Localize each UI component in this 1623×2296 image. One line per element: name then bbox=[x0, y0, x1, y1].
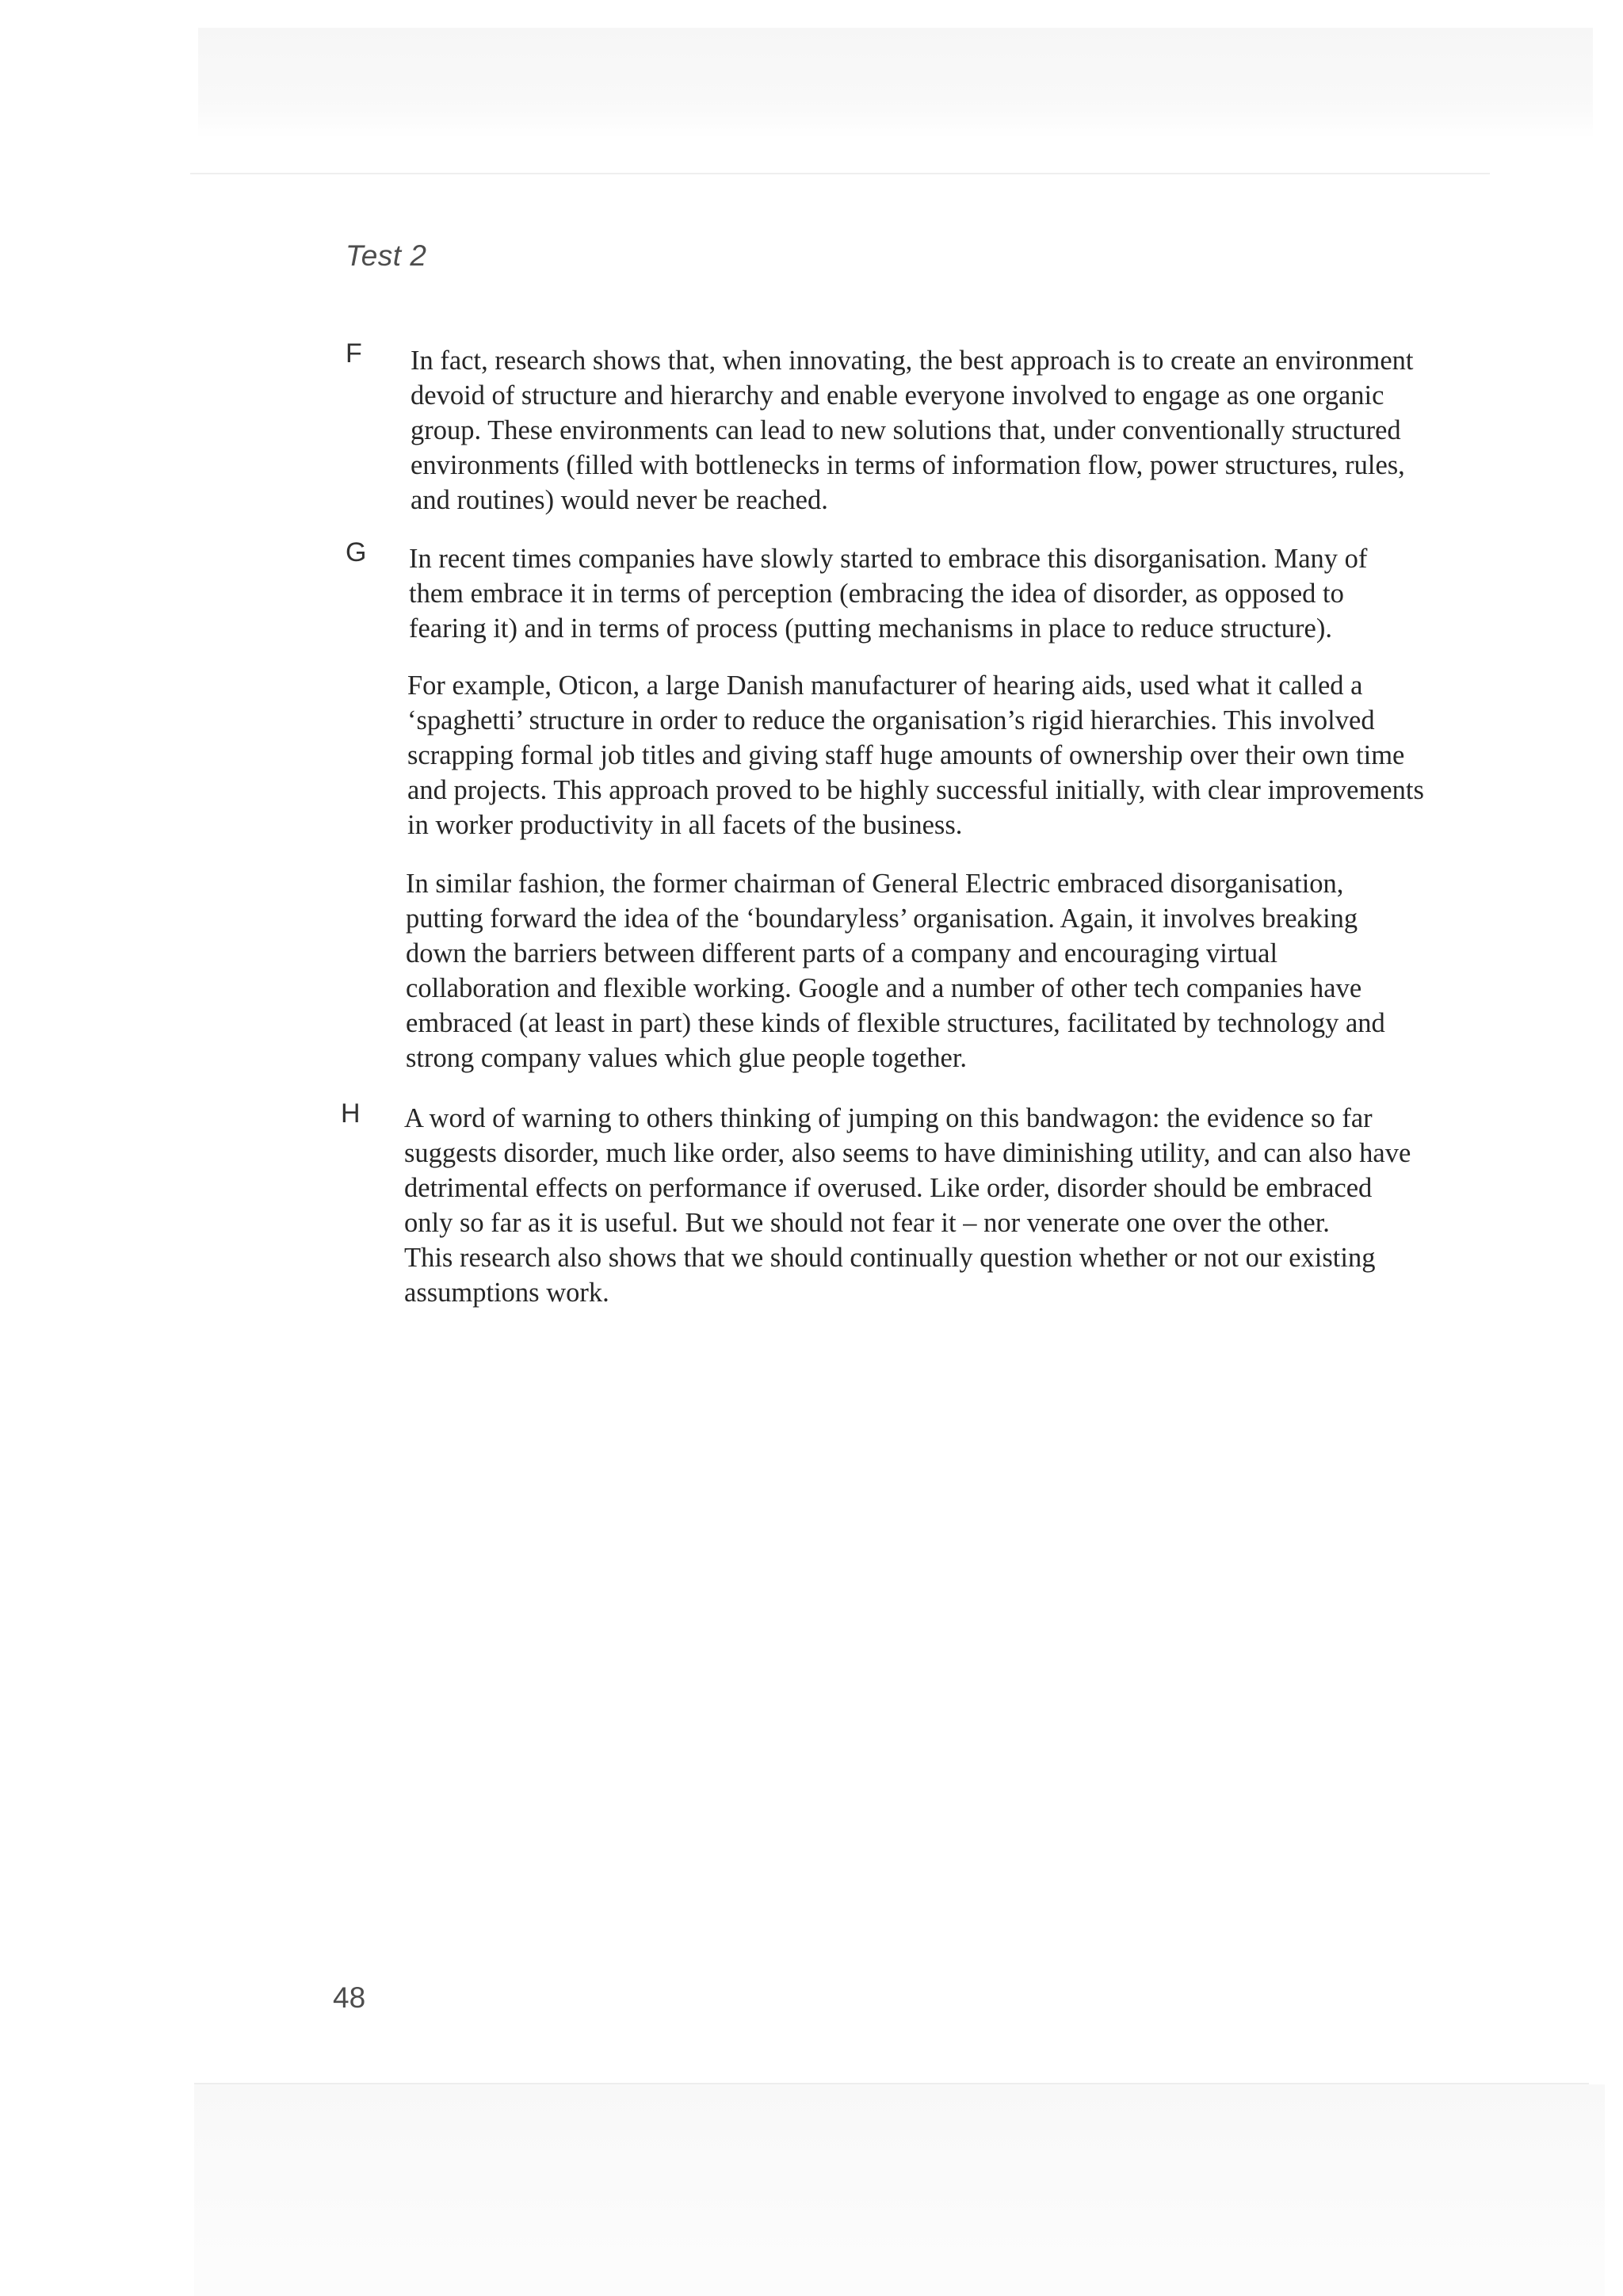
text-line: them embrace it in terms of perception (embracing the idea of disorder, as opposed to bbox=[409, 579, 1344, 609]
text-line: scrapping formal job titles and giving staff huge amounts of ownership over their own time bbox=[407, 740, 1405, 770]
paragraph-g-continued-2 bbox=[406, 866, 1385, 1075]
text-line: This research also shows that we should continually question whether or not our existing bbox=[404, 1243, 1376, 1273]
paragraph-letter-f: F bbox=[346, 338, 362, 369]
paragraph-g-continued-1 bbox=[407, 668, 1424, 842]
text-line: suggests disorder, much like order, also seems to have diminishing utility, and can also have bbox=[404, 1138, 1411, 1168]
scan-shadow-bottom bbox=[194, 2084, 1605, 2296]
paragraph-g bbox=[409, 541, 1367, 646]
text-line: In recent times companies have slowly started to embrace this disorganisation. Many of bbox=[409, 544, 1368, 574]
text-line: fearing it) and in terms of process (putting mechanisms in place to reduce structure). bbox=[409, 613, 1332, 644]
text-line: and projects. This approach proved to be highly successful initially, with clear improvements bbox=[407, 775, 1424, 805]
paragraph-letter-g: G bbox=[346, 537, 367, 567]
text-line: group. These environments can lead to new solutions that, under conventionally structured bbox=[411, 415, 1401, 445]
text-line: In fact, research shows that, when innovating, the best approach is to create an environment bbox=[411, 346, 1414, 376]
text-line: and routines) would never be reached. bbox=[411, 485, 828, 515]
text-line: devoid of structure and hierarchy and enable everyone involved to engage as one organic bbox=[411, 380, 1384, 411]
paragraph-letter-h: H bbox=[341, 1098, 361, 1129]
text-line: For example, Oticon, a large Danish manufacturer of hearing aids, used what it called a bbox=[407, 670, 1363, 701]
scan-edge-top bbox=[190, 173, 1490, 174]
text-line: assumptions work. bbox=[404, 1278, 609, 1308]
text-line: ‘spaghetti’ structure in order to reduce the organisation’s rigid hierarchies. This involved bbox=[407, 705, 1375, 735]
page-number: 48 bbox=[333, 1981, 366, 2014]
text-line: environments (filled with bottlenecks in terms of information flow, power structures, rules, bbox=[411, 450, 1405, 480]
text-line: only so far as it is useful. But we should not fear it – nor venerate one over the other. bbox=[404, 1208, 1330, 1238]
section-heading: Test 2 bbox=[346, 239, 427, 272]
paragraph-h bbox=[404, 1101, 1411, 1310]
text-line: A word of warning to others thinking of jumping on this bandwagon: the evidence so far bbox=[404, 1103, 1373, 1133]
text-line: detrimental effects on performance if overused. Like order, disorder should be embraced bbox=[404, 1173, 1373, 1203]
text-line: putting forward the idea of the ‘boundaryless’ organisation. Again, it involves breaking bbox=[406, 904, 1358, 934]
text-line: embraced (at least in part) these kinds of flexible structures, facilitated by technology and bbox=[406, 1008, 1385, 1038]
text-line: collaboration and flexible working. Google and a number of other tech companies have bbox=[406, 973, 1362, 1003]
text-line: in worker productivity in all facets of the business. bbox=[407, 810, 963, 840]
paragraph-f bbox=[411, 343, 1414, 518]
text-line: In similar fashion, the former chairman of General Electric embraced disorganisation, bbox=[406, 869, 1344, 899]
scan-shadow-top bbox=[198, 28, 1593, 139]
text-line: strong company values which glue people together. bbox=[406, 1043, 968, 1073]
text-line: down the barriers between different parts of a company and encouraging virtual bbox=[406, 938, 1278, 968]
